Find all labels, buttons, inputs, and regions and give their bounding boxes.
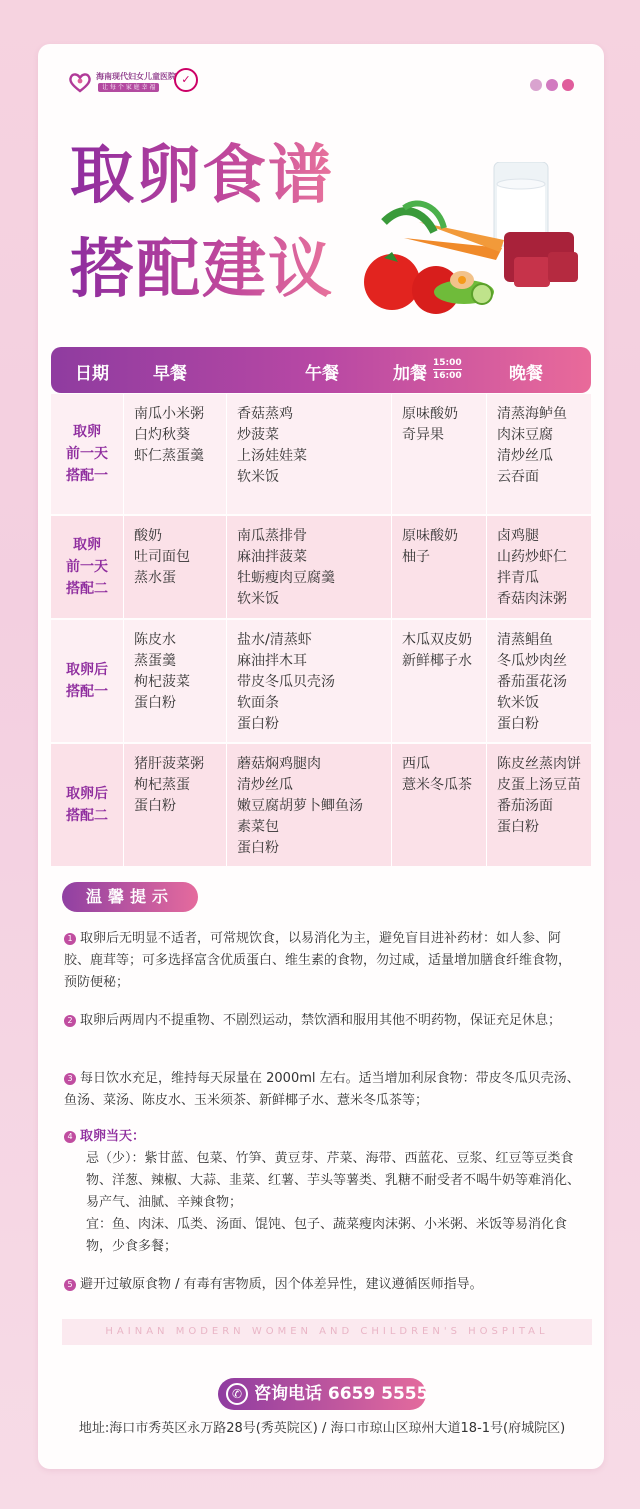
cell-snack: [392, 620, 486, 742]
column-divider: [486, 744, 487, 866]
menu-item: 卤鸡腿: [497, 528, 539, 544]
column-divider: [486, 394, 487, 514]
cell-breakfast: [124, 620, 226, 742]
cell-dinner: [487, 516, 591, 618]
hospital-logo: [68, 68, 208, 96]
menu-item: 薏米冬瓜茶: [402, 777, 472, 793]
tip-text: 避开过敏原食物 / 有毒有害物质，因个体差异性，建议遵循医师指导。: [80, 1277, 483, 1292]
tip-item-1: [64, 928, 580, 994]
tip-heading: 取卵当天：: [80, 1129, 146, 1144]
menu-item: 蛋白粉: [497, 819, 539, 835]
row-date-label: [51, 744, 123, 866]
phone-number: 咨询电话 6659 5555: [254, 1384, 429, 1404]
food-illustration-icon: [364, 162, 584, 322]
menu-item: 木瓜双皮奶: [402, 632, 472, 648]
menu-item: 麻油拌木耳: [237, 653, 307, 669]
cell-breakfast: [124, 516, 226, 618]
tip-number-badge: 1: [64, 933, 76, 945]
menu-item: 牡蛎瘦肉豆腐羹: [237, 570, 335, 586]
menu-item: 清蒸海鲈鱼: [497, 406, 567, 422]
row-date-label: [51, 394, 123, 514]
header-lunch: 午餐: [305, 364, 339, 384]
column-divider: [226, 516, 227, 618]
menu-item: 蛋白粉: [497, 716, 539, 732]
page-title-line1: 取卵食谱: [70, 139, 334, 213]
column-divider: [123, 394, 124, 514]
cell-lunch: [227, 620, 391, 742]
menu-item: 柚子: [402, 549, 430, 565]
menu-item: 新鲜椰子水: [402, 653, 472, 669]
header-date: 日期: [75, 364, 109, 384]
tip-item-4: [64, 1126, 580, 1258]
tip-text: 取卵后无明显不适者，可常规饮食，以易消化为主，避免盲目进补药材：如人参、阿胶、鹿茸等；可多选择富含优质蛋白、维生素的食物，勿过咸，适量增加膳食纤维食物，预防便秘；: [64, 931, 572, 990]
tip-item-5: [64, 1274, 580, 1296]
menu-item: 番茄汤面: [497, 798, 553, 814]
menu-item: 冬瓜炒肉丝: [497, 653, 567, 669]
menu-item: 白灼秋葵: [134, 427, 190, 443]
menu-item: 蛋白粉: [134, 695, 176, 711]
menu-item: 软米饭: [237, 591, 279, 607]
menu-item: 蒸水蛋: [134, 570, 176, 586]
tip-number-badge: 3: [64, 1073, 76, 1085]
tip-text: 取卵后两周内不提重物、不剧烈运动，禁饮酒和服用其他不明药物，保证充足休息；: [80, 1013, 562, 1028]
hospital-slogan: 让 每 个 家 庭 幸 福: [98, 83, 159, 92]
cell-dinner: [487, 744, 591, 866]
cell-lunch: [227, 744, 391, 866]
table-row: [51, 394, 591, 514]
row-date-label: [51, 620, 123, 742]
menu-item: 清炒丝瓜: [497, 448, 553, 464]
phone-icon: ✆: [226, 1383, 248, 1405]
header-dinner: 晚餐: [509, 364, 543, 384]
snack-time-end: 16:00: [433, 371, 462, 381]
menu-item: 拌青瓜: [497, 570, 539, 586]
menu-item: 云吞面: [497, 469, 539, 485]
menu-item: 原味酸奶: [402, 406, 458, 422]
tip-item-3: [64, 1068, 580, 1112]
dot-icon: [530, 79, 542, 91]
header-snack: 加餐: [393, 364, 427, 384]
cell-breakfast: [124, 394, 226, 514]
phone-button[interactable]: [218, 1378, 429, 1410]
menu-item: 山药炒虾仁: [497, 549, 567, 565]
menu-item: 肉沫豆腐: [497, 427, 553, 443]
column-divider: [486, 620, 487, 742]
menu-item: 皮蛋上汤豆苗: [497, 777, 581, 793]
cell-dinner: [487, 620, 591, 742]
table-row: [51, 516, 591, 618]
column-divider: [123, 516, 124, 618]
menu-item: 枸杞菠菜: [134, 674, 190, 690]
hospital-heart-icon: [68, 70, 92, 94]
menu-item: 软面条: [237, 695, 279, 711]
tip-item-2: [64, 1010, 580, 1032]
menu-item: 软米饭: [237, 469, 279, 485]
menu-item: 陈皮水: [134, 632, 176, 648]
cell-snack: [392, 394, 486, 514]
tip-avoid: 忌（少）：紫甘蓝、包菜、竹笋、黄豆芽、芹菜、海带、西蓝花、豆浆、红豆等豆类食物、洋葱、辣椒、大蒜、韭菜、红薯、芋头等薯类、乳糖不耐受者不喝牛奶等难消化、易产气、油腻、辛辣食物；: [86, 1151, 581, 1210]
row-date-label: [51, 516, 123, 618]
menu-item: 蒸蛋羹: [134, 653, 176, 669]
menu-item: 陈皮丝蒸肉饼: [497, 756, 581, 772]
menu-item: 炒菠菜: [237, 427, 279, 443]
menu-item: 软米饭: [497, 695, 539, 711]
menu-item: 麻油拌菠菜: [237, 549, 307, 565]
menu-card: [38, 44, 604, 1469]
menu-item: 蛋白粉: [237, 716, 279, 732]
row-date-text: 取卵后 搭配一: [66, 662, 108, 700]
hospital-english-name: HAINAN MODERN WOMEN AND CHILDREN'S HOSPITAL: [62, 1319, 592, 1345]
cell-breakfast: [124, 744, 226, 866]
column-divider: [226, 394, 227, 514]
menu-item: 上汤娃娃菜: [237, 448, 307, 464]
header-breakfast: 早餐: [153, 364, 187, 384]
column-divider: [486, 516, 487, 618]
column-divider: [391, 516, 392, 618]
cell-dinner: [487, 394, 591, 514]
hospital-name: 海南现代妇女儿童医院: [96, 72, 176, 81]
cell-lunch: [227, 394, 391, 514]
menu-item: 蛋白粉: [134, 798, 176, 814]
tip-suitable: 宜：鱼、肉沫、瓜类、汤面、馄饨、包子、蔬菜瘦肉沫粥、小米粥、米饭等易消化食物，少食多餐；: [86, 1217, 568, 1254]
menu-item: 盐水/清蒸虾: [237, 632, 312, 648]
menu-item: 南瓜蒸排骨: [237, 528, 307, 544]
menu-item: 清炒丝瓜: [237, 777, 293, 793]
column-divider: [391, 744, 392, 866]
menu-item: 枸杞蒸蛋: [134, 777, 190, 793]
column-divider: [391, 620, 392, 742]
menu-item: 原味酸奶: [402, 528, 458, 544]
row-date-text: 取卵 前一天 搭配一: [66, 424, 108, 484]
menu-item: 猪肝菠菜粥: [134, 756, 204, 772]
address: 地址:海口市秀英区永万路28号(秀英院区) / 海口市琼山区琼州大道18-1号(府城院区): [78, 1421, 566, 1436]
menu-item: 南瓜小米粥: [134, 406, 204, 422]
menu-item: 吐司面包: [134, 549, 190, 565]
cell-lunch: [227, 516, 391, 618]
decorative-dots: [526, 76, 574, 95]
column-divider: [123, 744, 124, 866]
menu-item: 蛋白粉: [237, 840, 279, 856]
dot-icon: [546, 79, 558, 91]
menu-item: 清蒸鲳鱼: [497, 632, 553, 648]
menu-item: 带皮冬瓜贝壳汤: [237, 674, 335, 690]
menu-item: 嫩豆腐胡萝卜鲫鱼汤: [237, 798, 363, 814]
table-header: [51, 347, 591, 393]
dot-icon: [562, 79, 574, 91]
tips-title: 温馨提示: [62, 882, 198, 912]
menu-item: 香菇蒸鸡: [237, 406, 293, 422]
snack-time-start: 15:00: [433, 358, 462, 368]
table-row: [51, 620, 591, 742]
table-row: [51, 744, 591, 866]
tip-number-badge: 5: [64, 1279, 76, 1291]
row-date-text: 取卵 前一天 搭配二: [66, 537, 108, 597]
menu-item: 酸奶: [134, 528, 162, 544]
menu-item: 番茄蛋花汤: [497, 674, 567, 690]
menu-item: 素菜包: [237, 819, 279, 835]
column-divider: [123, 620, 124, 742]
cell-snack: [392, 516, 486, 618]
certification-badge-icon: ✓: [174, 68, 198, 92]
menu-item: 奇异果: [402, 427, 444, 443]
column-divider: [226, 744, 227, 866]
cell-snack: [392, 744, 486, 866]
column-divider: [226, 620, 227, 742]
snack-time: [433, 357, 462, 382]
page-title-line2: 搭配建议: [70, 233, 334, 307]
tip-number-badge: 2: [64, 1015, 76, 1027]
row-date-text: 取卵后 搭配二: [66, 786, 108, 824]
tip-text: 每日饮水充足，维持每天尿量在 2000ml 左右。适当增加利尿食物：带皮冬瓜贝壳汤、鱼汤、菜汤、陈皮水、玉米须茶、新鲜椰子水、薏米冬瓜茶等；: [64, 1071, 580, 1108]
menu-item: 蘑菇焖鸡腿肉: [237, 756, 321, 772]
tip-number-badge: 4: [64, 1131, 76, 1143]
column-divider: [391, 394, 392, 514]
menu-item: 香菇肉沫粥: [497, 591, 567, 607]
menu-item: 西瓜: [402, 756, 430, 772]
menu-item: 虾仁蒸蛋羹: [134, 448, 204, 464]
